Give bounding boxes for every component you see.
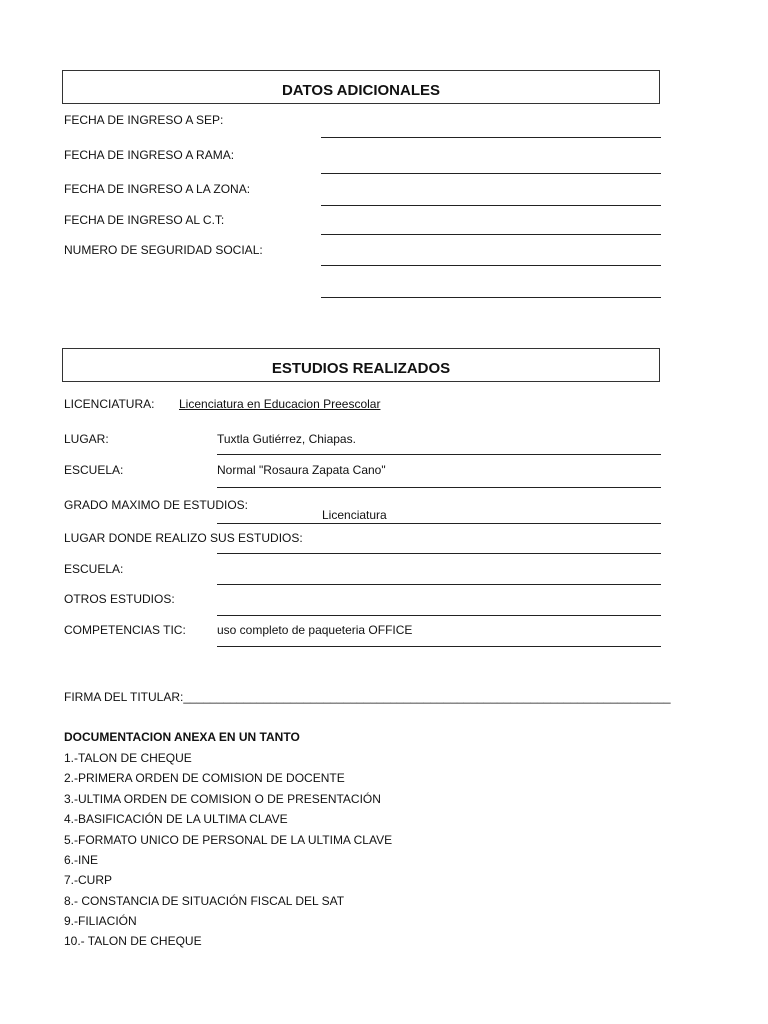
doc-item-8: 8.- CONSTANCIA DE SITUACIÓN FISCAL DEL SAT: [64, 894, 345, 908]
firma-label: FIRMA DEL TITULAR:: [64, 690, 184, 704]
seguridad-social-label: NUMERO DE SEGURIDAD SOCIAL:: [64, 243, 263, 257]
estudios-realizados-heading: ESTUDIOS REALIZADOS: [62, 348, 660, 382]
datos-adicionales-heading: DATOS ADICIONALES: [62, 70, 660, 104]
doc-item-6: 6.-INE: [64, 853, 99, 867]
doc-item-3: 3.-ULTIMA ORDEN DE COMISION O DE PRESENTACIÓN: [64, 792, 381, 806]
fecha-ingreso-ct-label: FECHA DE INGRESO AL C.T:: [64, 213, 225, 227]
competencias-tic-label: COMPETENCIAS TIC:: [64, 623, 186, 637]
firma-titular[interactable]: [64, 690, 671, 704]
competencias-tic-value[interactable]: uso completo de paqueteria OFFICE: [217, 623, 413, 637]
escuela-line: [217, 487, 661, 488]
escuela-value[interactable]: Normal "Rosaura Zapata Cano": [217, 463, 386, 477]
lugar-estudios-label: LUGAR DONDE REALIZO SUS ESTUDIOS:: [64, 531, 303, 545]
doc-item-4: 4.-BASIFICACIÓN DE LA ULTIMA CLAVE: [64, 812, 288, 826]
licenciatura-label: LICENCIATURA:: [64, 397, 155, 411]
escuela2-line[interactable]: [217, 584, 661, 585]
doc-item-5: 5.-FORMATO UNICO DE PERSONAL DE LA ULTIMA CLAVE: [64, 833, 393, 847]
doc-item-7: 7.-CURP: [64, 873, 113, 887]
documentacion-title: DOCUMENTACION ANEXA EN UN TANTO: [64, 730, 300, 744]
doc-item-1: 1.-TALON DE CHEQUE: [64, 751, 192, 765]
competencias-tic-line: [217, 646, 661, 647]
extra-blank-line[interactable]: [321, 297, 661, 298]
seguridad-social-line[interactable]: [321, 265, 661, 266]
lugar-estudios-line[interactable]: [217, 553, 661, 554]
fecha-ingreso-zona-line[interactable]: [321, 205, 661, 206]
doc-item-10: 10.- TALON DE CHEQUE: [64, 934, 202, 948]
lugar-value[interactable]: Tuxtla Gutiérrez, Chiapas.: [217, 432, 356, 446]
lugar-line: [217, 454, 661, 455]
fecha-ingreso-sep-label: FECHA DE INGRESO A SEP:: [64, 113, 224, 127]
escuela-label: ESCUELA:: [64, 463, 124, 477]
grado-maximo-label: GRADO MAXIMO DE ESTUDIOS:: [64, 498, 249, 512]
fecha-ingreso-sep-line[interactable]: [321, 137, 661, 138]
escuela2-label: ESCUELA:: [64, 562, 124, 576]
lugar-label: LUGAR:: [64, 432, 109, 446]
doc-item-9: 9.-FILIACIÓN: [64, 914, 137, 928]
fecha-ingreso-zona-label: FECHA DE INGRESO A LA ZONA:: [64, 182, 251, 196]
firma-line: _________________________________________________________________________: [183, 690, 671, 704]
doc-item-2: 2.-PRIMERA ORDEN DE COMISION DE DOCENTE: [64, 771, 345, 785]
licenciatura-value[interactable]: Licenciatura en Educacion Preescolar: [179, 397, 381, 411]
fecha-ingreso-rama-line[interactable]: [321, 173, 661, 174]
fecha-ingreso-rama-label: FECHA DE INGRESO A RAMA:: [64, 148, 235, 162]
grado-maximo-line: [217, 523, 661, 524]
fecha-ingreso-ct-line[interactable]: [321, 234, 661, 235]
otros-estudios-line[interactable]: [217, 615, 661, 616]
otros-estudios-label: OTROS ESTUDIOS:: [64, 592, 175, 606]
grado-maximo-value[interactable]: Licenciatura: [322, 508, 387, 522]
